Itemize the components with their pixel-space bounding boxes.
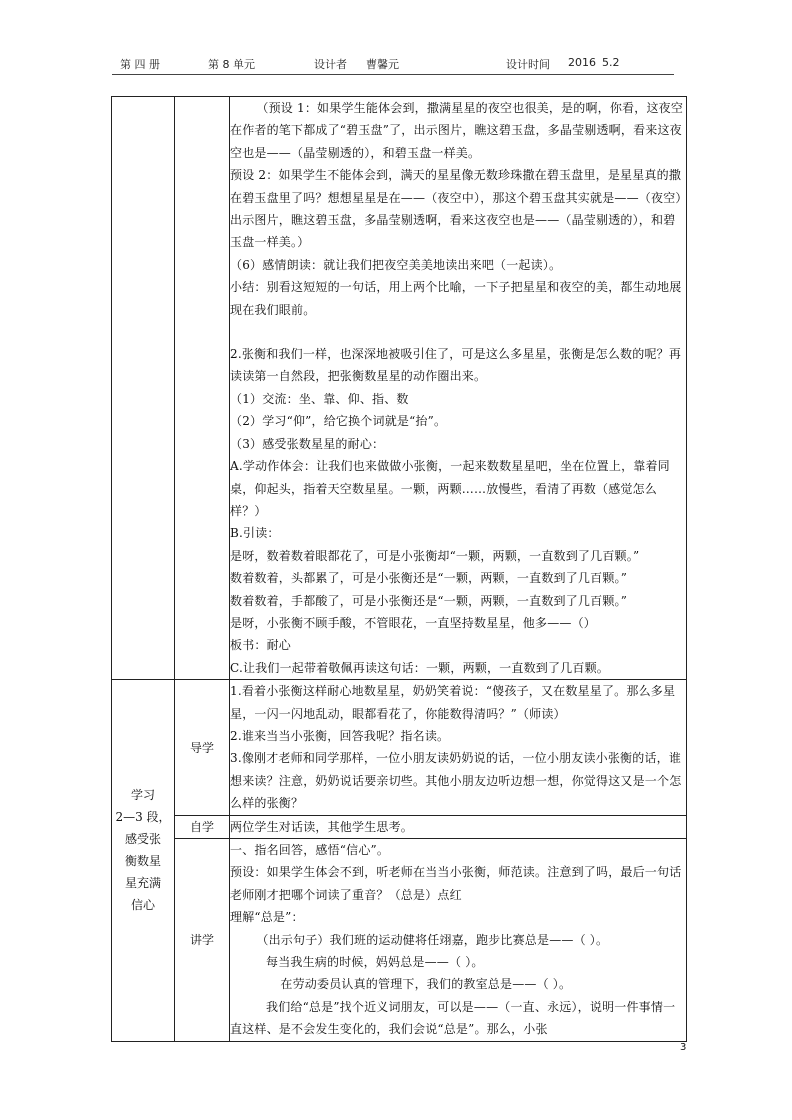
label-cell-empty	[175, 97, 230, 680]
design-year: 2016	[568, 56, 596, 69]
design-date: 5.2	[602, 56, 620, 69]
paragraph: 1.看着小张衡这样耐心地数星星，奶奶笑着说：“傻孩子，又在数星星了。那么多星星，一闪一闪地乱动，眼都看花了，你能数得清吗？”（师读）	[230, 684, 676, 721]
paragraph: 是呀，小张衡不顾手酸，不管眼花，一直坚持数星星，他多——（）	[230, 615, 597, 630]
paragraph: （预设 1：如果学生能体会到，撒满星星的夜空也很美，是的啊，你看，这夜空在作者的笔下都成了“碧玉盘”了，出示图片，瞧这碧玉盘，多晶莹剔透啊，看来这夜空也是——（晶莹剔透的），和碧玉盘一样美。	[230, 101, 684, 160]
paragraph: 预设：如果学生体会不到，听老师在当当小张衡，师范读。注意到了吗，最后一句话老师刚才把哪个词读了重音？（总是）点红	[230, 865, 682, 902]
lecture-label: 讲学	[175, 839, 230, 1042]
header-rule	[112, 74, 674, 75]
paragraph: （出示句子）我们班的运动健将任翊嘉，跑步比赛总是——（ ）。	[256, 932, 609, 947]
paragraph: 2.谁来当当小张衡，回答我呢？指名读。	[230, 728, 450, 743]
paragraph: 板书：耐心	[230, 638, 292, 653]
paragraph: 3.像刚才老师和同学那样，一位小朋友读奶奶说的话，一位小朋友读小张衡的话，谁想来读？注意，奶奶说话要亲切些。其他小朋友边听边想一想，你觉得这又是一个怎么样的张衡？	[230, 751, 682, 811]
topic-line: 学习	[130, 788, 155, 803]
page-number: 3	[680, 1042, 687, 1053]
paragraph: C.让我们一起带着敬佩再读这句话：一颗，两颗，一直数到了几百颗。	[230, 660, 609, 675]
guide-label: 导学	[175, 680, 230, 815]
topic-line: 衡数星	[124, 854, 161, 869]
content-cell	[230, 97, 687, 680]
lecture-content	[230, 839, 687, 1042]
paragraph: 理解“总是”：	[230, 910, 304, 925]
table-row	[112, 839, 687, 1042]
paragraph: 小结：别看这短短的一句话，用上两个比喻，一下子把星星和夜空的美，都生动地展现在我们眼前。	[230, 280, 682, 317]
paragraph: 每当我生病的时候，妈妈总是——（ ）。	[266, 955, 484, 970]
paragraph: B.引读：	[230, 526, 280, 541]
self-study-label: 自学	[175, 815, 230, 838]
self-study-content	[230, 815, 687, 838]
paragraph: 两位学生对话读，其他学生思考。	[230, 819, 414, 834]
paragraph: 数着数着，手都酸了，可是小张衡还是“一颗，两颗，一直数到了几百颗。”	[230, 593, 628, 608]
paragraph: 2.张衡和我们一样，也深深地被吸引住了，可是这么多星星，张衡是怎么数的呢？再读读第一自然段，把张衡数星星的动作圈出来。	[230, 347, 682, 384]
guide-content	[230, 680, 687, 815]
paragraph: 在劳动委员认真的管理下，我们的教室总是——（ ）。	[280, 977, 572, 992]
table-row	[112, 680, 687, 815]
page-header	[112, 56, 674, 74]
paragraph: A.学动作体会：让我们也来做做小张衡，一起来数数星星吧，坐在位置上，靠着同桌，仰起头，指着天空数星星。一颗，两颗……放慢些，看清了再数（感觉怎么样？）	[230, 459, 670, 518]
paragraph: （6）感情朗读：就让我们把夜空美美地读出来吧（一起读）。	[230, 257, 562, 272]
lesson-table	[111, 96, 687, 1042]
topic-cell	[112, 680, 175, 1042]
topic-line: 感受张	[124, 832, 161, 847]
paragraph: 一、指名回答，感悟“信心”。	[230, 843, 390, 857]
topic-cell-empty	[112, 97, 175, 680]
paragraph: （2）学习“仰”，给它换个词就是“抬”。	[230, 414, 447, 429]
designer-label: 设计者	[314, 58, 347, 71]
paragraph: 预设 2：如果学生不能体会到，满天的星星像无数珍珠撒在碧玉盘里，是星星真的撒在碧玉盘里了吗？想想星星是在——（夜空中），那这个碧玉盘其实就是——（夜空）出示图片，瞧这碧玉盘，多晶莹剔透啊，看来这夜空也是——（晶莹剔透的），和碧玉盘一样美。）	[230, 168, 682, 250]
book-label: 第 四 册	[120, 58, 160, 71]
table-row	[112, 97, 687, 680]
table-row	[112, 815, 687, 838]
paragraph: 是呀，数着数着眼都花了，可是小张衡却“一颗，两颗，一直数到了几百颗。”	[230, 548, 640, 563]
designer-name: 曹馨元	[366, 58, 399, 71]
paragraph: 数着数着，头都累了，可是小张衡还是“一颗，两颗，一直数到了几百颗。”	[230, 571, 628, 586]
topic-line: 2—3 段，	[115, 810, 171, 825]
spacer	[230, 321, 686, 343]
topic-line: 信心	[130, 898, 155, 913]
paragraph: 我们给“总是”找个近义词朋友，可以是——（一直、永远），说明一件事情一直这样、是不会发生变化的，我们会说“总是”。那么，小张	[230, 999, 676, 1037]
paragraph: （3）感受张数星星的耐心：	[230, 436, 385, 451]
topic-line: 星充满	[124, 876, 161, 891]
design-time-label: 设计时间	[506, 58, 550, 71]
unit-label: 第 8 单元	[208, 58, 255, 71]
paragraph: （1）交流：坐、靠、仰、指、数	[230, 391, 409, 406]
